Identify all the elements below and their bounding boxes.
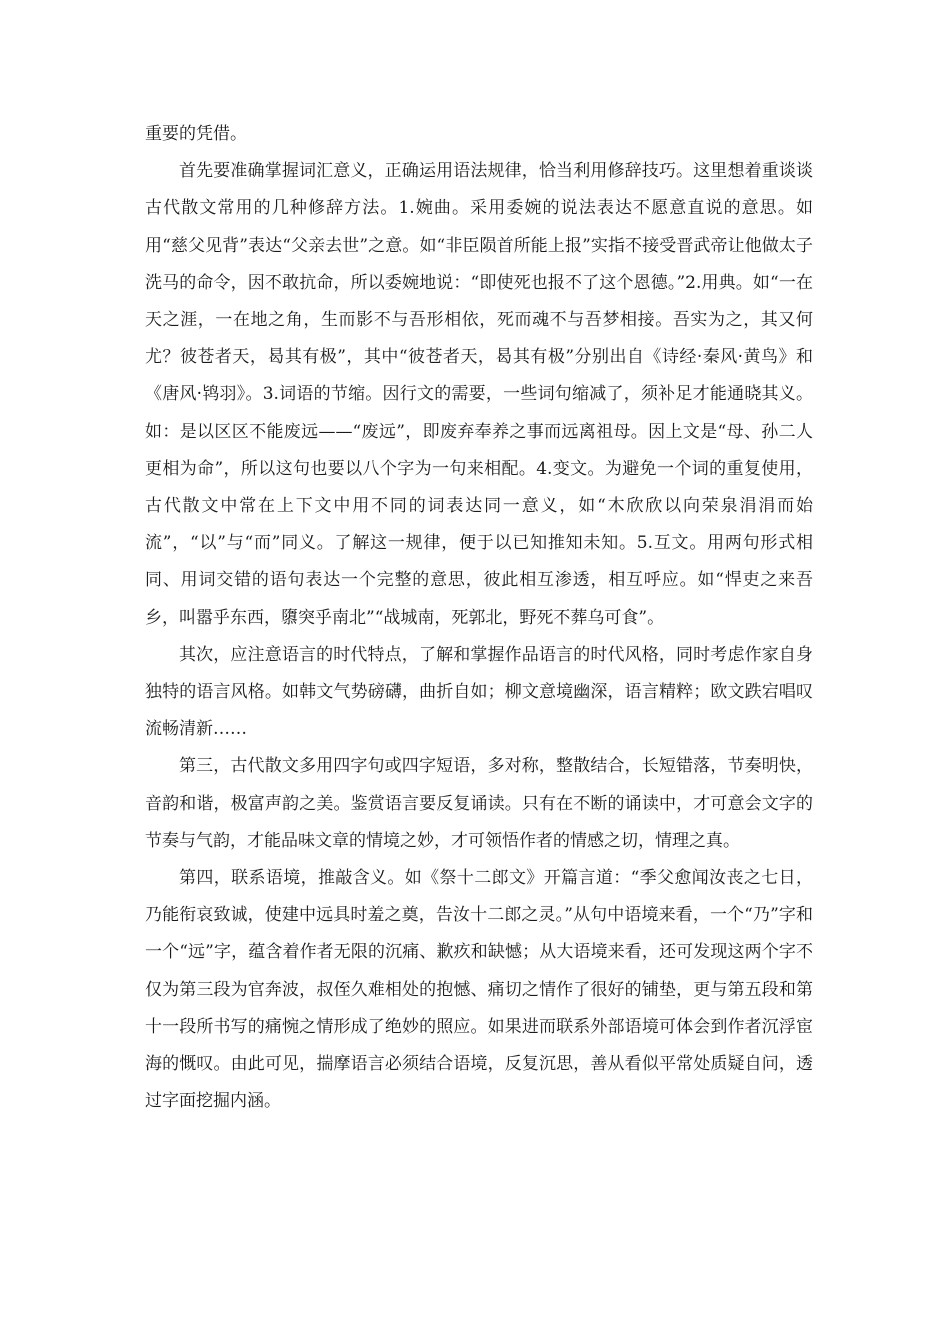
paragraph-language-era: 其次，应注意语言的时代特点，了解和掌握作品语言的时代风格，同时考虑作家自身独特的语言风格。如韩文气势磅礴，曲折自如；柳文意境幽深，语言精粹；欧文跌宕唱叹流畅清新……: [145, 644, 813, 740]
paragraph-continuation: 重要的凭借。: [145, 124, 247, 144]
paragraph-context: 第四，联系语境，推敲含义。如《祭十二郎文》开篇言道：“季父愈闻汝丧之七日，乃能衔哀致诚，使建中远具时羞之奠，告汝十二郎之灵。”从句中语境来看，一个“乃”字和一个“远”字，蕴含着作者无限的沉痛、歉疚和缺憾；从大语境来看，还可发现这两个字不仅为第三段为官奔波，叔侄久难相处的抱憾、痛切之情作了很好的铺垫，更与第五段和第十一段所书写的痛惋之情形成了绝妙的照应。如果进而联系外部语境可体会到作者沉浮宦海的慨叹。由此可见，揣摩语言必须结合语境，反复沉思，善从看似平常处质疑自问，透过字面挖掘内涵。: [145, 868, 813, 1112]
document-body: [145, 116, 813, 1120]
paragraph-four-character-phrases: 第三，古代散文多用四字句或四字短语，多对称，整散结合，长短错落，节奏明快，音韵和谐，极富声韵之美。鉴赏语言要反复诵读。只有在不断的诵读中，才可意会文字的节奏与气韵，才能品味文章的情境之妙，才可领悟作者的情感之切，情理之真。: [145, 756, 813, 851]
paragraph-rhetoric-methods: 首先要准确掌握词汇意义，正确运用语法规律，恰当利用修辞技巧。这里想着重谈谈古代散文常用的几种修辞方法。1.婉曲。采用委婉的说法表达不愿意直说的意思。如用“慈父见背”表达“父亲去世”之意。如“非臣陨首所能上报”实指不接受晋武帝让他做太子洗马的命令，因不敢抗命，所以委婉地说：“即使死也报不了这个恩德。”2.用典。如“一在天之涯，一在地之角，生而影不与吾形相依，死而魂不与吾梦相接。吾实为之，其又何尤？彼苍者天，曷其有极”，其中“彼苍者天，曷其有极”分别出自《诗经·秦风·黄鸟》和《唐风·鸨羽》。3.词语的节缩。因行文的需要，一些词句缩减了，须补足才能通晓其义。如：是以区区不能废远——“废远”，即废弃奉养之事而远离祖母。因上文是“母、孙二人更相为命”，所以这句也要以八个字为一句来相配。4.变文。为避免一个词的重复使用，古代散文中常在上下文中用不同的词表达同一意义，如“木欣欣以向荣泉涓涓而始流”，“以”与“而”同义。了解这一规律，便于以已知推知未知。5.互文。用两句形式相同、用词交错的语句表达一个完整的意思，彼此相互渗透，相互呼应。如“悍吏之来吾乡，叫嚣乎东西，隳突乎南北”“战城南，死郭北，野死不葬乌可食”。: [145, 161, 813, 628]
